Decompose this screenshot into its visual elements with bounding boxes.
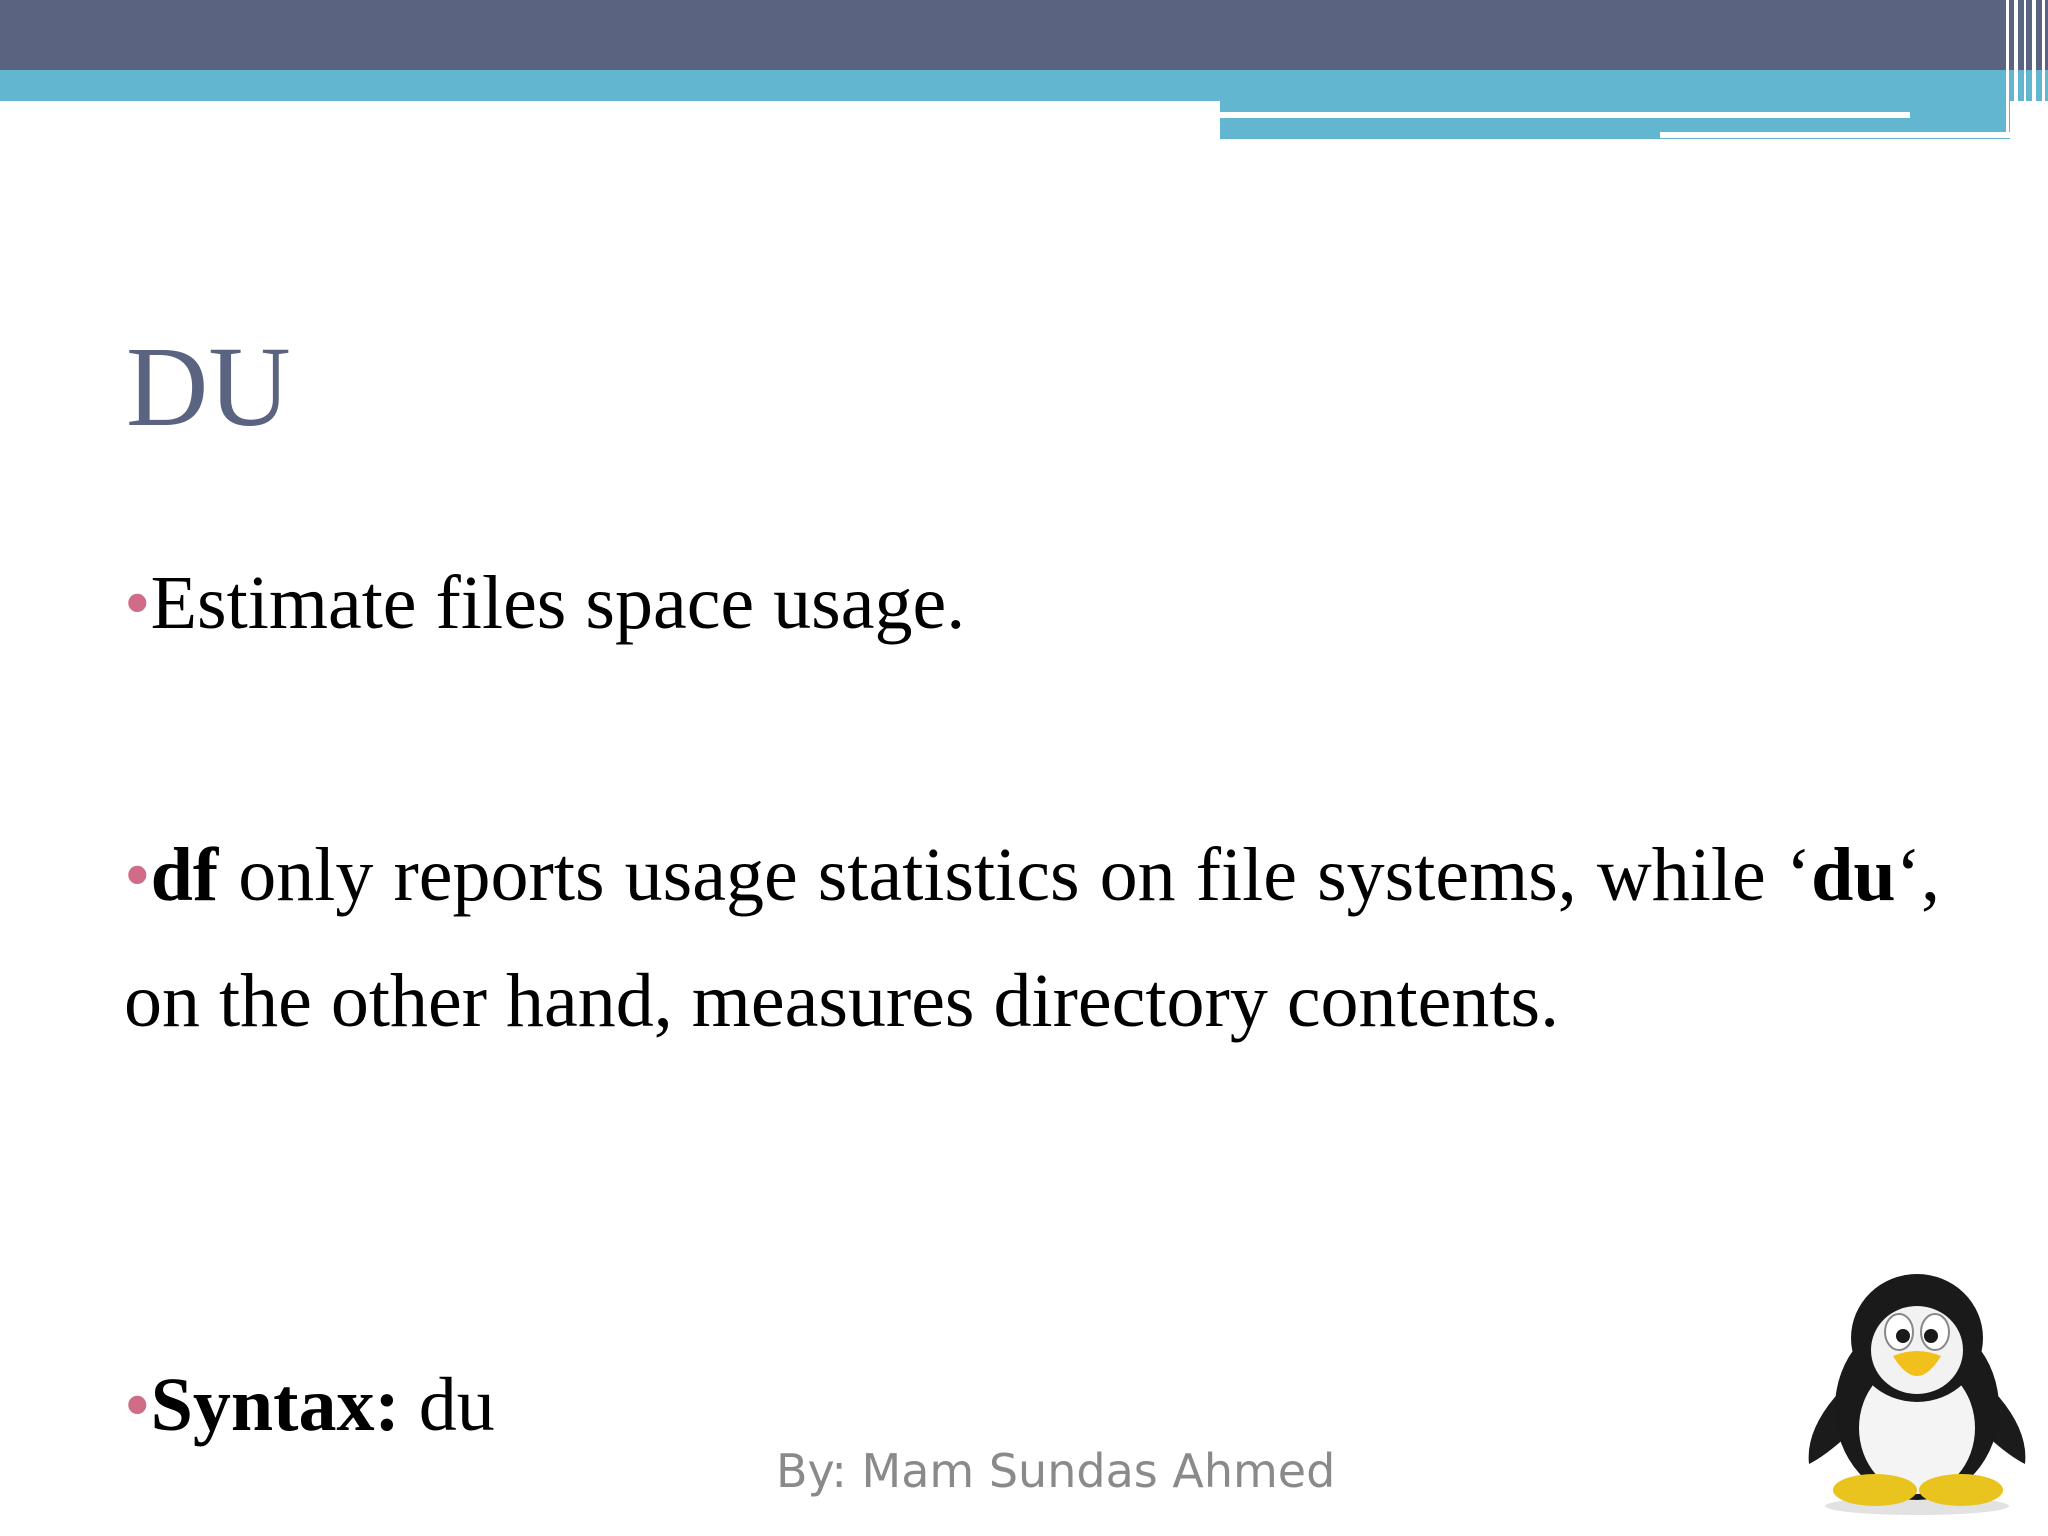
header-band-teal <box>0 70 2048 101</box>
bullet-dot: • <box>124 833 151 917</box>
tux-penguin-icon <box>1795 1268 2035 1518</box>
bullet-2 <box>124 812 1940 1064</box>
slide-title: DU <box>126 323 291 450</box>
header-stripes <box>2000 0 2048 138</box>
footer-author: By: Mam Sundas Ahmed <box>776 1444 1336 1498</box>
bullet-1 <box>124 540 1940 666</box>
syntax-label: Syntax: <box>150 1363 400 1447</box>
bullet-2-text-a: only reports usage statistics on file systems, while ‘ <box>218 833 1812 917</box>
bullet-1-text: Estimate files space usage. <box>150 561 966 645</box>
bullet-dot: • <box>124 1363 151 1447</box>
header-line-2 <box>1660 132 2010 138</box>
syntax-value: du <box>399 1363 495 1447</box>
header-line <box>1220 112 1910 118</box>
header-band-notch <box>0 101 1220 141</box>
bullet-2-text-b: ‘, on the other hand, measures directory contents. <box>124 833 1940 1043</box>
bullet-dot: • <box>124 561 151 645</box>
term-du: du <box>1811 833 1896 917</box>
term-df: df <box>150 833 219 917</box>
header-band-dark <box>0 0 2048 70</box>
